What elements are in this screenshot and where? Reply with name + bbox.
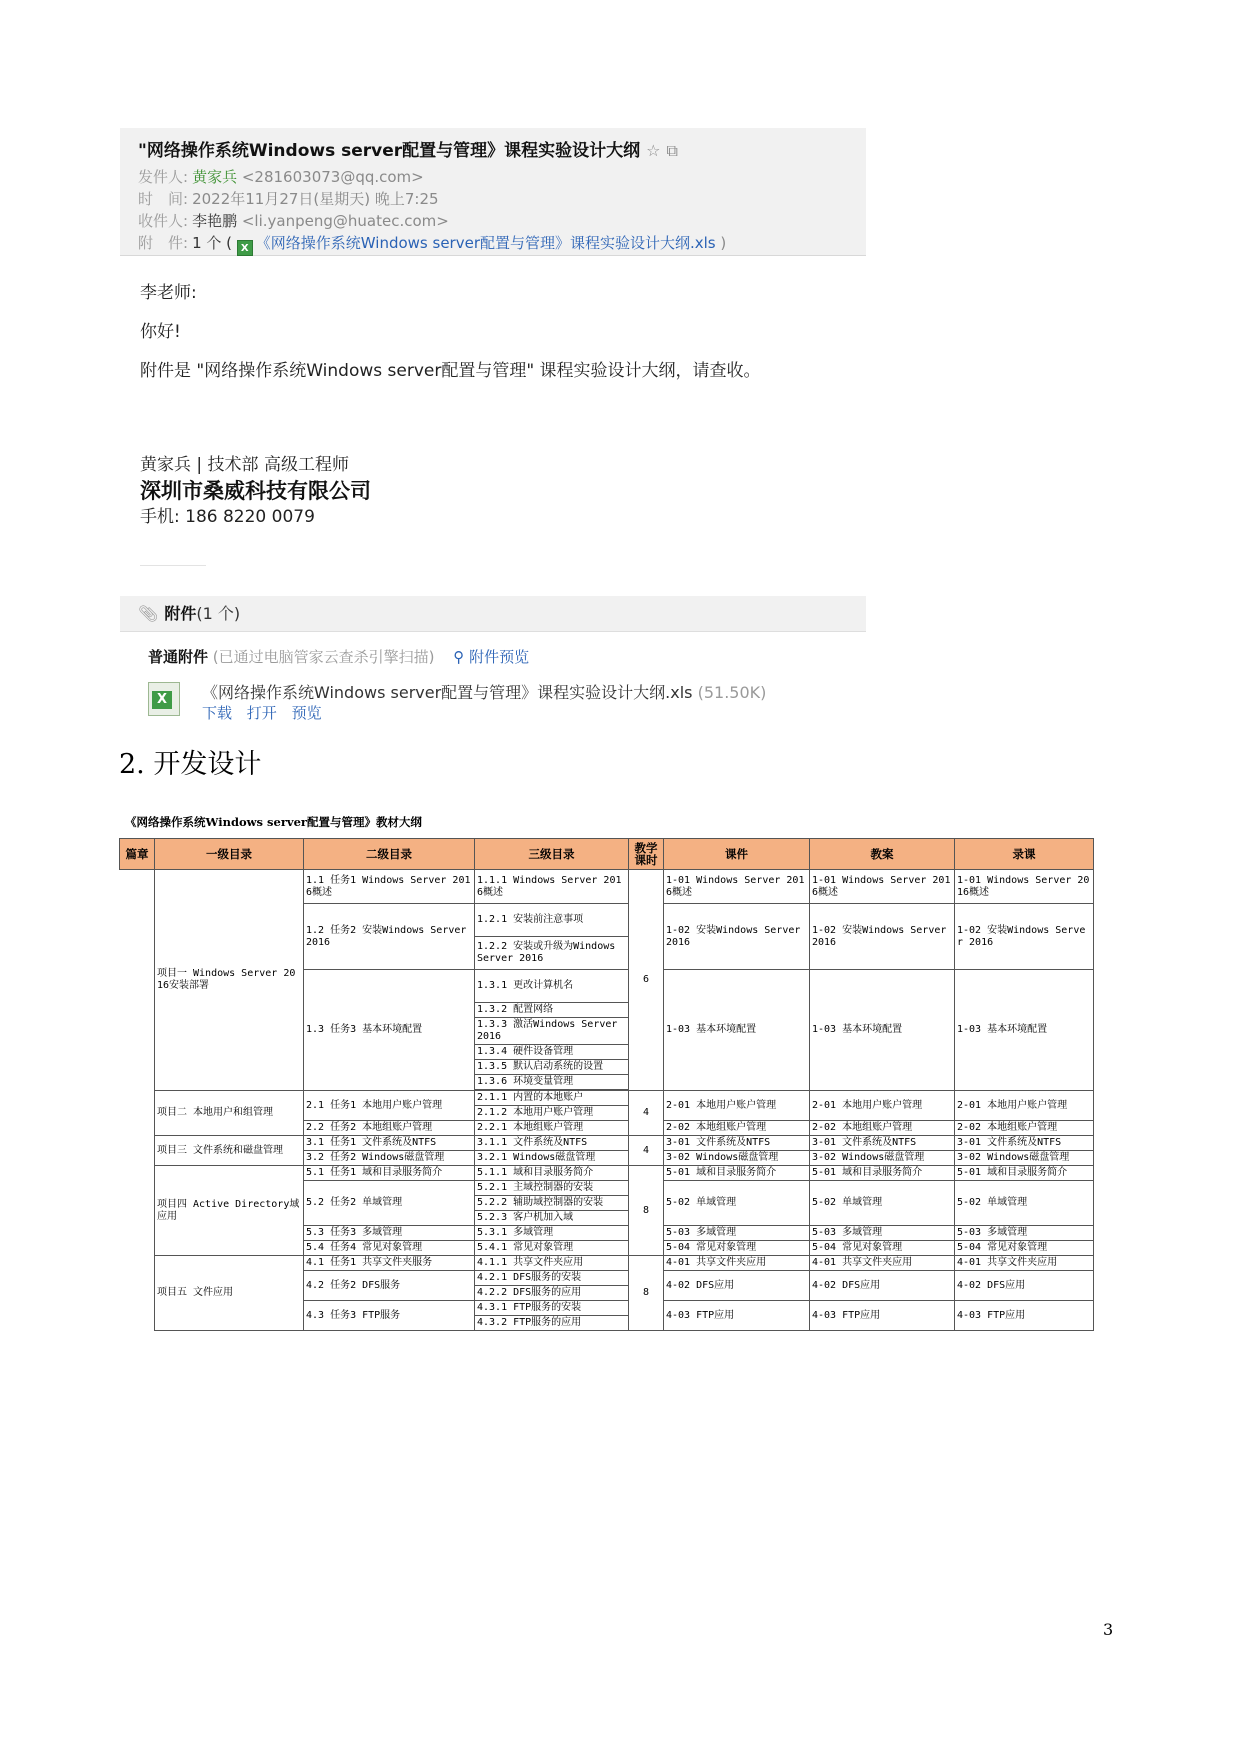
chapter-cell (120, 870, 155, 1166)
level2-cell: 4.1 任务1 共享文件夹服务 (304, 1256, 475, 1271)
level3-cell: 5.2.1 主域控制器的安装 (475, 1181, 629, 1196)
chapter-cell (120, 1166, 155, 1331)
signature-company: 深圳市桑威科技有限公司 (140, 479, 371, 503)
lesson-plan-cell: 3-02 Windows磁盘管理 (810, 1151, 955, 1166)
courseware-cell: 2-01 本地用户账户管理 (664, 1091, 810, 1121)
time-value: 2022年11月27日(星期天) 晚上7:25 (192, 190, 439, 208)
attach-close: ) (720, 234, 727, 252)
hours-cell: 8 (629, 1256, 664, 1331)
level3-cell: 1.3.1 更改计算机名 (475, 970, 629, 1003)
level2-cell: 1.3 任务3 基本环境配置 (304, 970, 475, 1091)
level3-cell: 5.2.3 客户机加入域 (475, 1211, 629, 1226)
hours-cell: 6 (629, 870, 664, 1091)
courseware-cell: 5-01 域和目录服务简介 (664, 1166, 810, 1181)
file-size: (51.50K) (697, 683, 767, 702)
file-name-text: 《网络操作系统Windows server配置与管理》课程实验设计大纲.xls (202, 683, 693, 702)
lesson-plan-cell: 4-02 DFS应用 (810, 1271, 955, 1301)
level3-cell: 4.2.2 DFS服务的应用 (475, 1286, 629, 1301)
lesson-plan-cell: 3-01 文件系统及NTFS (810, 1136, 955, 1151)
recording-cell: 1-03 基本环境配置 (955, 970, 1094, 1091)
lesson-plan-cell: 1-01 Windows Server 2016概述 (810, 870, 955, 904)
recording-cell: 4-01 共享文件夹应用 (955, 1256, 1094, 1271)
to-address: <li.yanpeng@huatec.com> (241, 212, 449, 230)
from-name[interactable]: 黄家兵 (192, 168, 238, 186)
mail-time-row (138, 188, 848, 210)
level2-cell: 4.3 任务3 FTP服务 (304, 1301, 475, 1331)
attachment-preview-link[interactable] (453, 648, 529, 666)
lesson-plan-cell: 2-01 本地用户账户管理 (810, 1091, 955, 1121)
to-label: 收件人: (138, 212, 189, 230)
level1-cell: 项目二 本地用户和组管理 (155, 1091, 304, 1136)
table-title: 《网络操作系统Windows server配置与管理》教材大纲 (125, 815, 422, 829)
courseware-cell: 4-03 FTP应用 (664, 1301, 810, 1331)
outline-table (119, 838, 1094, 1331)
signature-divider (140, 565, 206, 566)
to-name[interactable]: 李艳鹏 (192, 212, 238, 230)
from-address: <281603073@qq.com> (241, 168, 424, 186)
header-cell: 教学课时 (629, 839, 664, 870)
level3-cell: 5.2.2 辅助域控制器的安装 (475, 1196, 629, 1211)
recording-cell: 5-03 多域管理 (955, 1226, 1094, 1241)
lesson-plan-cell: 4-01 共享文件夹应用 (810, 1256, 955, 1271)
recording-cell: 3-02 Windows磁盘管理 (955, 1151, 1094, 1166)
level3-cell: 1.3.5 默认启动系统的设置 (475, 1060, 629, 1075)
mail-subject (138, 136, 848, 166)
mail-attach-row (138, 232, 848, 256)
level2-cell: 2.1 任务1 本地用户账户管理 (304, 1091, 475, 1121)
courseware-cell: 5-03 多域管理 (664, 1226, 810, 1241)
attach-link[interactable]: 《网络操作系统Windows server配置与管理》课程实验设计大纲.xls (255, 234, 716, 252)
level3-cell: 5.4.1 常见对象管理 (475, 1241, 629, 1256)
courseware-cell: 4-02 DFS应用 (664, 1271, 810, 1301)
level3-cell: 2.2.1 本地组账户管理 (475, 1121, 629, 1136)
courseware-cell: 3-02 Windows磁盘管理 (664, 1151, 810, 1166)
level1-cell: 项目五 文件应用 (155, 1256, 304, 1331)
page-number: 3 (1103, 1620, 1114, 1639)
courseware-cell: 1-02 安装Windows Server 2016 (664, 904, 810, 970)
hours-cell: 4 (629, 1091, 664, 1136)
time-label: 时 间: (138, 190, 189, 208)
excel-file-icon: X (148, 682, 180, 716)
lesson-plan-cell: 5-01 域和目录服务简介 (810, 1166, 955, 1181)
hello-line: 你好! (140, 322, 181, 342)
level3-cell: 1.3.2 配置网络 (475, 1003, 629, 1018)
level3-cell: 3.2.1 Windows磁盘管理 (475, 1151, 629, 1166)
signature-name: 黄家兵 | 技术部 高级工程师 (140, 455, 349, 475)
from-label: 发件人: (138, 168, 189, 186)
normal-attachment-label: 普通附件 (148, 648, 209, 666)
level3-cell: 4.3.1 FTP服务的安装 (475, 1301, 629, 1316)
lesson-plan-cell: 4-03 FTP应用 (810, 1301, 955, 1331)
level2-cell: 4.2 任务2 DFS服务 (304, 1271, 475, 1301)
table-row (120, 1136, 1094, 1151)
table-row (120, 870, 1094, 904)
attach-label: 附 件: (138, 234, 189, 252)
level2-cell: 5.3 任务3 多域管理 (304, 1226, 475, 1241)
recording-cell: 2-02 本地组账户管理 (955, 1121, 1094, 1136)
level2-cell: 1.1 任务1 Windows Server 2016概述 (304, 870, 475, 904)
level2-cell: 1.2 任务2 安装Windows Server 2016 (304, 904, 475, 970)
table-row (120, 1091, 1094, 1106)
level3-cell: 4.1.1 共享文件夹应用 (475, 1256, 629, 1271)
new-window-icon[interactable]: ⧉ (666, 141, 678, 160)
search-icon: ⚲ (453, 648, 470, 666)
attachments-count: (1 个) (196, 604, 241, 623)
recording-cell: 5-01 域和目录服务简介 (955, 1166, 1094, 1181)
level1-cell: 项目一 Windows Server 2016安装部署 (155, 870, 304, 1091)
lesson-plan-cell: 5-04 常见对象管理 (810, 1241, 955, 1256)
greeting: 李老师: (140, 283, 197, 303)
level2-cell: 5.2 任务2 单域管理 (304, 1181, 475, 1226)
lesson-plan-cell: 2-02 本地组账户管理 (810, 1121, 955, 1136)
outline-table-image (119, 806, 1093, 1332)
hours-cell: 4 (629, 1136, 664, 1166)
attachments-bar (120, 596, 866, 632)
excel-file-icon: X (237, 240, 253, 256)
courseware-cell: 5-02 单域管理 (664, 1181, 810, 1226)
header-cell: 录课 (955, 839, 1094, 870)
recording-cell: 1-01 Windows Server 2016概述 (955, 870, 1094, 904)
level2-cell: 5.1 任务1 域和目录服务简介 (304, 1166, 475, 1181)
lesson-plan-cell: 1-02 安装Windows Server 2016 (810, 904, 955, 970)
hours-cell: 8 (629, 1166, 664, 1256)
signature-phone: 手机: 186 8220 0079 (140, 507, 315, 527)
lesson-plan-cell: 1-03 基本环境配置 (810, 970, 955, 1091)
recording-cell: 3-01 文件系统及NTFS (955, 1136, 1094, 1151)
body-line: 附件是 "网络操作系统Windows server配置与管理" 课程实验设计大纲，请查收。 (140, 361, 761, 381)
level3-cell: 1.1.1 Windows Server 2016概述 (475, 870, 629, 904)
courseware-cell: 2-02 本地组账户管理 (664, 1121, 810, 1136)
mail-header (120, 128, 866, 256)
level2-cell: 3.2 任务2 Windows磁盘管理 (304, 1151, 475, 1166)
level3-cell: 1.2.2 安装或升级为Windows Server 2016 (475, 937, 629, 970)
level2-cell: 2.2 任务2 本地组账户管理 (304, 1121, 475, 1136)
preview-link[interactable]: 预览 (291, 704, 322, 722)
level3-cell: 1.3.3 激活Windows Server 2016 (475, 1018, 629, 1045)
courseware-cell: 4-01 共享文件夹应用 (664, 1256, 810, 1271)
level3-cell: 4.2.1 DFS服务的安装 (475, 1271, 629, 1286)
courseware-cell: 3-01 文件系统及NTFS (664, 1136, 810, 1151)
header-cell: 课件 (664, 839, 810, 870)
table-row (120, 1166, 1094, 1181)
courseware-cell: 1-03 基本环境配置 (664, 970, 810, 1091)
header-cell: 一级目录 (155, 839, 304, 870)
recording-cell: 4-03 FTP应用 (955, 1301, 1094, 1331)
mail-subject-text: "网络操作系统Windows server配置与管理》课程实验设计大纲 (138, 141, 641, 161)
level3-cell: 1.2.1 安装前注意事项 (475, 904, 629, 937)
header-cell: 三级目录 (475, 839, 629, 870)
table-header-row (120, 839, 1094, 870)
courseware-cell: 1-01 Windows Server 2016概述 (664, 870, 810, 904)
level3-cell: 1.3.4 硬件设备管理 (475, 1045, 629, 1060)
level2-cell: 5.4 任务4 常见对象管理 (304, 1241, 475, 1256)
download-link[interactable]: 下载 (202, 704, 233, 722)
mail-to-row (138, 210, 848, 232)
file-actions (202, 702, 332, 723)
header-cell: 二级目录 (304, 839, 475, 870)
level3-cell: 2.1.1 内置的本地账户 (475, 1091, 629, 1106)
header-cell: 教案 (810, 839, 955, 870)
level3-cell: 5.1.1 域和目录服务简介 (475, 1166, 629, 1181)
recording-cell: 5-04 常见对象管理 (955, 1241, 1094, 1256)
header-cell: 篇章 (120, 839, 155, 870)
recording-cell: 4-02 DFS应用 (955, 1271, 1094, 1301)
level3-cell: 4.3.2 FTP服务的应用 (475, 1316, 629, 1331)
attach-count: 1 个 ( (192, 234, 232, 252)
paperclip-icon: 📎︎ (138, 604, 159, 623)
open-link[interactable]: 打开 (246, 704, 277, 722)
section-title: 2. 开发设计 (119, 749, 262, 780)
level1-cell: 项目四 Active Directory域应用 (155, 1166, 304, 1256)
lesson-plan-cell: 5-03 多域管理 (810, 1226, 955, 1241)
level3-cell: 3.1.1 文件系统及NTFS (475, 1136, 629, 1151)
email-screenshot (120, 128, 866, 722)
mail-from-row (138, 166, 848, 188)
level3-cell: 2.1.2 本地用户账户管理 (475, 1106, 629, 1121)
level1-cell: 项目三 文件系统和磁盘管理 (155, 1136, 304, 1166)
attachment-file-name (202, 680, 766, 703)
recording-cell: 5-02 单域管理 (955, 1181, 1094, 1226)
courseware-cell: 5-04 常见对象管理 (664, 1241, 810, 1256)
level2-cell: 3.1 任务1 文件系统及NTFS (304, 1136, 475, 1151)
lesson-plan-cell: 5-02 单域管理 (810, 1181, 955, 1226)
level3-cell: 1.3.6 环境变量管理 (475, 1075, 629, 1090)
attachments-title: 附件 (164, 604, 197, 623)
attachment-type-row (148, 646, 529, 667)
star-icon[interactable]: ☆ (646, 141, 661, 160)
recording-cell: 2-01 本地用户账户管理 (955, 1091, 1094, 1121)
table-row (120, 1256, 1094, 1271)
level3-cell: 5.3.1 多域管理 (475, 1226, 629, 1241)
scan-note: (已通过电脑管家云查杀引擎扫描) (212, 648, 435, 666)
recording-cell: 1-02 安装Windows Server 2016 (955, 904, 1094, 970)
attachment-preview-label: 附件预览 (469, 648, 530, 666)
